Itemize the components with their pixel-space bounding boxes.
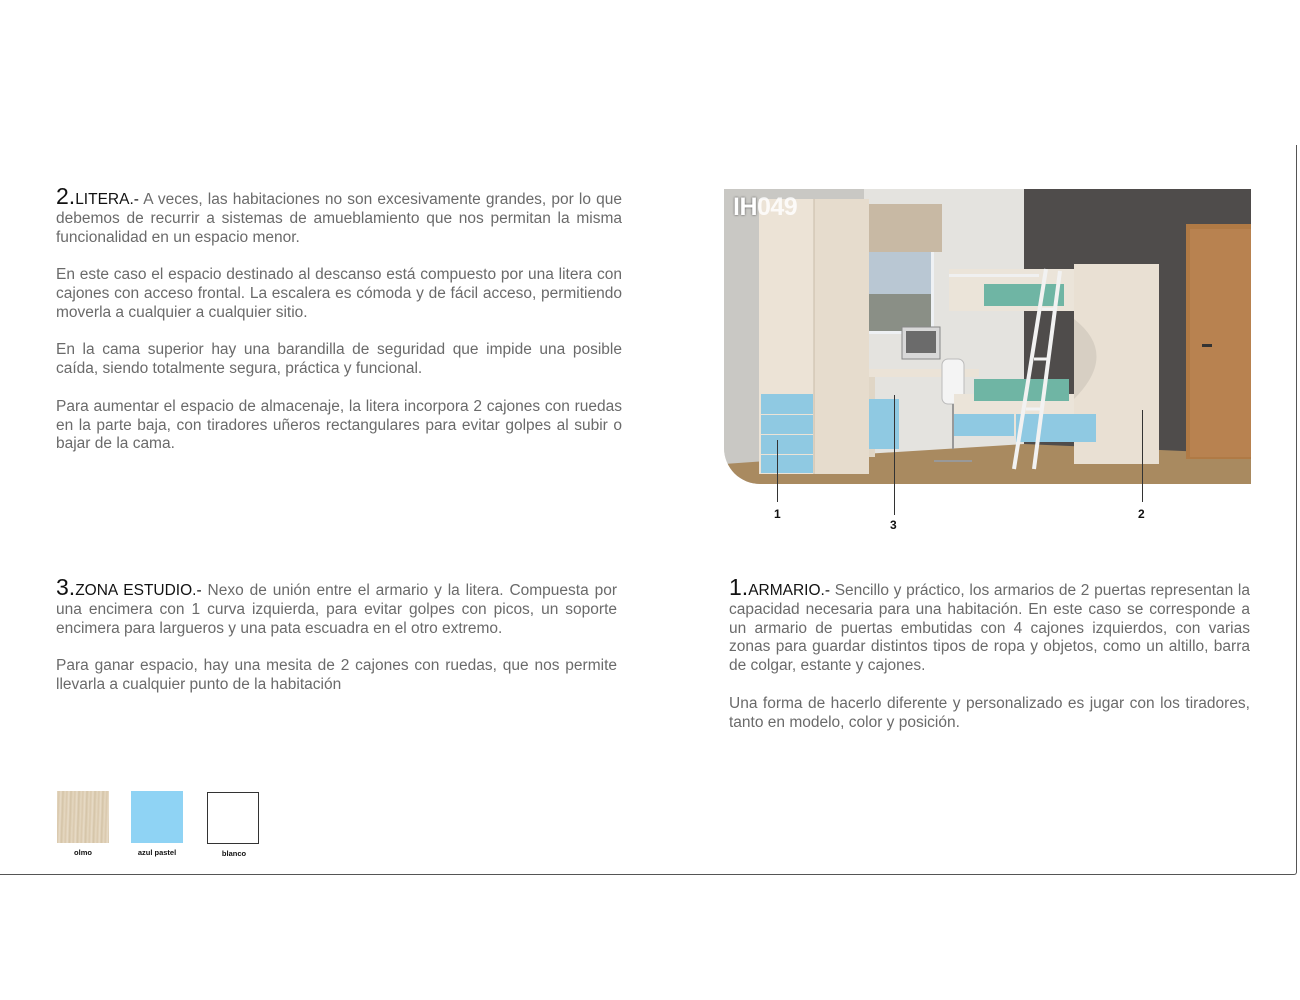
armario-lead-paragraph xyxy=(729,574,1250,676)
section-heading: ZONA ESTUDIO.- xyxy=(75,582,202,599)
bedroom-photo xyxy=(724,189,1251,484)
estudio-paragraph: Para ganar espacio, hay una mesita de 2 cajones con ruedas, que nos permite llevarla a cualquier punto de la habitación xyxy=(56,657,617,693)
callout-line-1 xyxy=(777,440,778,502)
callout-number-1: 1 xyxy=(774,507,781,521)
section-heading: LITERA.- xyxy=(75,191,139,208)
product-code xyxy=(733,193,797,222)
callout-line-3 xyxy=(894,395,895,515)
callout-line-2 xyxy=(1142,410,1143,502)
litera-lead-paragraph xyxy=(56,183,622,247)
swatch-label: azul pastel xyxy=(137,848,177,857)
section-litera xyxy=(56,183,622,473)
litera-paragraph: En este caso el espacio destinado al descanso está compuesto por una litera con cajones con acceso frontal. La escalera es cómoda y de fácil acceso, permitiendo moverla a cualquier a cualquier sitio. xyxy=(56,266,622,321)
section-heading: ARMARIO.- xyxy=(748,582,830,599)
product-code-prefix: IH xyxy=(733,193,757,221)
product-code-number: 049 xyxy=(757,193,798,221)
litera-paragraph: En la cama superior hay una barandilla de seguridad que impide una posible caída, siendo totalmente segura, práctica y funcional. xyxy=(56,341,622,378)
bedroom-illustration xyxy=(724,189,1251,484)
swatch-label: olmo xyxy=(74,848,92,857)
callout-number-3: 3 xyxy=(890,518,897,532)
armario-paragraph: Una forma de hacerlo diferente y personalizado es jugar con los tiradores, tanto en modelo, color y posición. xyxy=(729,694,1250,731)
section-number: 1. xyxy=(729,574,749,600)
section-lead-text: A veces, las habitaciones no son excesivamente grandes, por lo que debemos de recurrir a sistemas de amueblamiento que nos permitan la misma funcionalidad en un espacio menor. xyxy=(56,191,622,246)
section-zona-estudio xyxy=(56,574,617,714)
section-number: 3. xyxy=(56,574,76,600)
estudio-lead-paragraph xyxy=(56,574,617,638)
section-lead-text: Nexo de unión entre el armario y la litera. Compuesta por una encimera con 1 curva izquierda, para evitar golpes con picos, un soporte encimera para largueros y una pata escuadra en el otro extremo. xyxy=(56,582,617,637)
callout-number-2: 2 xyxy=(1138,507,1145,521)
section-lead-text: Sencillo y práctico, los armarios de 2 puertas representan la capacidad necesaria para una habitación. En este caso se corresponde a un armario de puertas embutidas con 4 cajones izquierdos, con varias zonas para guardar distintos tipos de ropa y objetos, como un altillo, barra de colgar, estante y cajones. xyxy=(729,582,1250,675)
swatch-label: blanco xyxy=(221,849,247,858)
section-armario xyxy=(729,574,1250,751)
swatch-olmo xyxy=(57,791,109,843)
swatch-blanco xyxy=(207,792,259,844)
swatch-azul-pastel xyxy=(131,791,183,843)
litera-paragraph: Para aumentar el espacio de almacenaje, la litera incorpora 2 cajones con ruedas en la parte baja, con tiradores uñeros rectangulares para evitar golpes al subir o bajar de la cama. xyxy=(56,397,622,453)
section-number: 2. xyxy=(56,183,76,209)
